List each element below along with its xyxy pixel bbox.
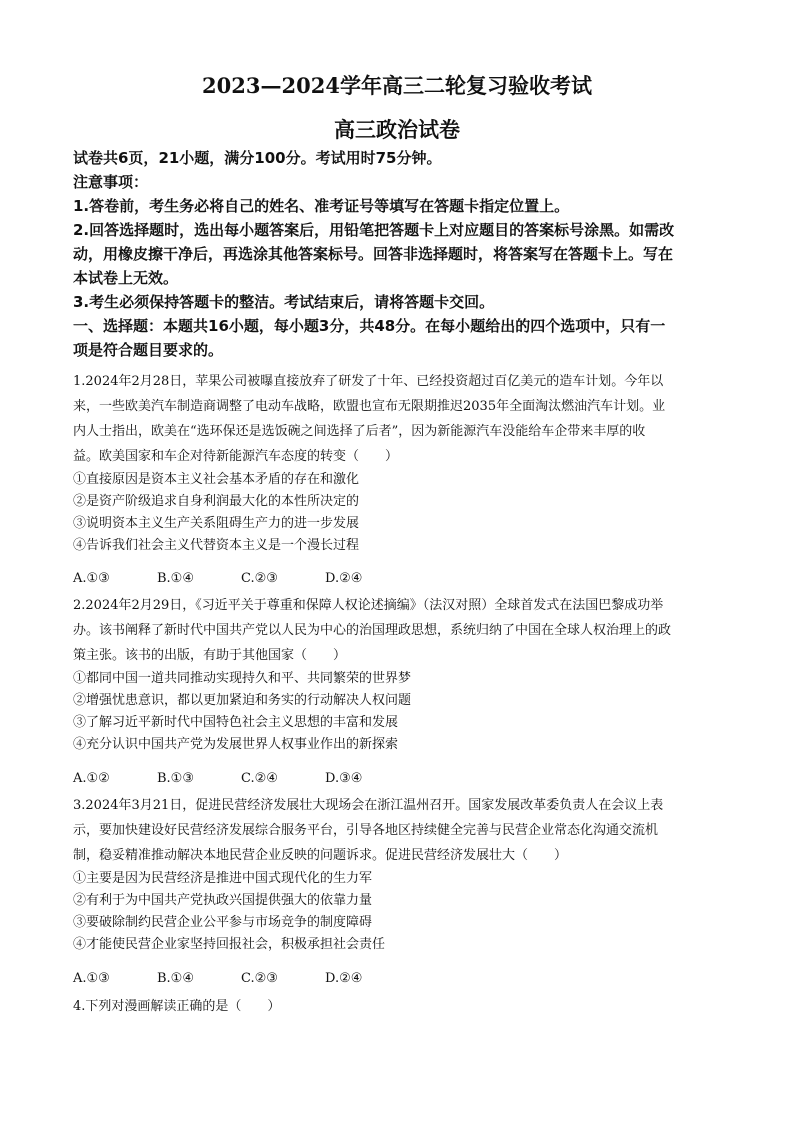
question-1-choice-c: C.②③ — [241, 571, 278, 586]
question-2-choice-c: C.②④ — [241, 771, 278, 786]
question-3-line-2: 示，要加快建设好民营经济发展综合服务平台，引导各地区持续健全完善与民营企业常态化沟通交流机 — [73, 823, 659, 838]
question-2-option-4: ④充分认识中国共产党为发展世界人权事业作出的新探索 — [73, 737, 399, 752]
question-1-line-4: 益。欧美国家和车企对待新能源汽车态度的转变（ ） — [73, 449, 399, 464]
question-2-choice-d: D.③④ — [325, 771, 363, 786]
question-1-choice-d: D.②④ — [325, 571, 363, 586]
question-1-stem — [73, 369, 723, 469]
question-2-choice-b: B.①③ — [157, 771, 194, 786]
section-heading-line-2: 项是符合题目要求的。 — [73, 341, 224, 359]
question-4-stem — [73, 994, 723, 1019]
question-2-line-3: 策主张。该书的出版，有助于其他国家（ ） — [73, 648, 347, 663]
question-3-stem — [73, 793, 723, 868]
section-heading-line-1: 一、选择题：本题共16小题，每小题3分，共48分。在每小题给出的四个选项中，只有一 — [73, 317, 666, 335]
question-3-choice-c: C.②③ — [241, 971, 278, 986]
question-2-option-2: ②增强忧患意识，都以更加紧迫和务实的行动解决人权问题 — [73, 693, 412, 708]
question-3-option-3: ③要破除制约民营企业公平参与市场竞争的制度障碍 — [73, 915, 373, 930]
question-1-option-2: ②是资产阶级追求自身利润最大化的本性所决定的 — [73, 494, 360, 509]
question-2-choice-a: A.①② — [73, 771, 110, 786]
note-item-1: 1.答卷前，考生务必将自己的姓名、准考证号等填写在答题卡指定位置上。 — [73, 197, 570, 215]
question-3-option-1: ①主要是因为民营经济是推进中国式现代化的生力军 — [73, 871, 373, 886]
question-3-line-1: 3.2024年3月21日，促进民营经济发展壮大现场会在浙江温州召开。国家发展改革委负责人在会议上表 — [73, 798, 664, 813]
question-1-line-2: 来，一些欧美汽车制造商调整了电动车战略，欧盟也宣布无限期推迟2035年全面淘汰燃油汽车计划。业 — [73, 399, 666, 414]
exam-subtitle: 高三政治试卷 — [334, 117, 460, 142]
question-2-option-1: ①都同中国一道共同推动实现持久和平、共同繁荣的世界梦 — [73, 671, 412, 686]
question-1-option-3: ③说明资本主义生产关系阻碍生产力的进一步发展 — [73, 516, 360, 531]
question-3-options — [73, 868, 723, 956]
question-1-option-4: ④告诉我们社会主义代替资本主义是一个漫长过程 — [73, 538, 360, 553]
question-1-line-3: 内人士指出，欧美在“选环保还是选饭碗之间选择了后者”，因为新能源汽车没能给车企带来丰厚的收 — [73, 424, 646, 439]
question-3-line-3: 制，稳妥精准推动解决本地民营企业反映的问题诉求。促进民营经济发展壮大（ ） — [73, 848, 568, 863]
note-item-2-line-2: 动，用橡皮擦干净后，再选涂其他答案标号。回答非选择题时，将答案写在答题卡上。写在 — [73, 245, 674, 263]
question-2-stem — [73, 593, 723, 668]
question-2-choices — [73, 768, 409, 790]
question-1-line-1: 1.2024年2月28日，苹果公司被曝直接放弃了研发了十年、已经投资超过百亿美元的造车计划。今年以 — [73, 374, 664, 389]
question-3-choice-b: B.①④ — [157, 971, 194, 986]
question-3-choice-a: A.①③ — [73, 971, 110, 986]
exam-info: 试卷共6页，21小题，满分100分。考试用时75分钟。 — [73, 149, 442, 167]
question-3-option-2: ②有利于为中国共产党执政兴国提供强大的依靠力量 — [73, 893, 373, 908]
note-item-2-line-1: 2.回答选择题时，选出每小题答案后，用铅笔把答题卡上对应题目的答案标号涂黑。如需改 — [73, 221, 675, 239]
note-item-3: 3.考生必须保持答题卡的整洁。考试结束后，请将答题卡交回。 — [73, 293, 495, 311]
question-1-choices — [73, 568, 409, 590]
question-1-choice-a: A.①③ — [73, 571, 110, 586]
question-3-choice-d: D.②④ — [325, 971, 363, 986]
question-2-options — [73, 668, 723, 756]
question-1-option-1: ①直接原因是资本主义社会基本矛盾的存在和激化 — [73, 472, 360, 487]
exam-title: 2023—2024学年高三二轮复习验收考试 — [202, 73, 592, 98]
question-2-option-3: ③了解习近平新时代中国特色社会主义思想的丰富和发展 — [73, 715, 399, 730]
exam-notes — [73, 146, 723, 362]
question-1-options — [73, 469, 723, 557]
question-4-line-1: 4.下列对漫画解读正确的是（ ） — [73, 999, 281, 1014]
question-2-line-2: 办。该书阐释了新时代中国共产党以人民为中心的治国理政思想，系统归纳了中国在全球人权治理上的政 — [73, 623, 672, 638]
question-3-option-4: ④才能使民营企业家坚持回报社会，积极承担社会责任 — [73, 937, 386, 952]
note-item-2-line-3: 本试卷上无效。 — [73, 269, 179, 287]
question-1-choice-b: B.①④ — [157, 571, 194, 586]
notes-heading: 注意事项： — [73, 173, 149, 191]
question-3-choices — [73, 968, 409, 990]
question-2-line-1: 2.2024年2月29日，《习近平关于尊重和保障人权论述摘编》（法汉对照）全球首发式在法国巴黎成功举 — [73, 598, 664, 613]
